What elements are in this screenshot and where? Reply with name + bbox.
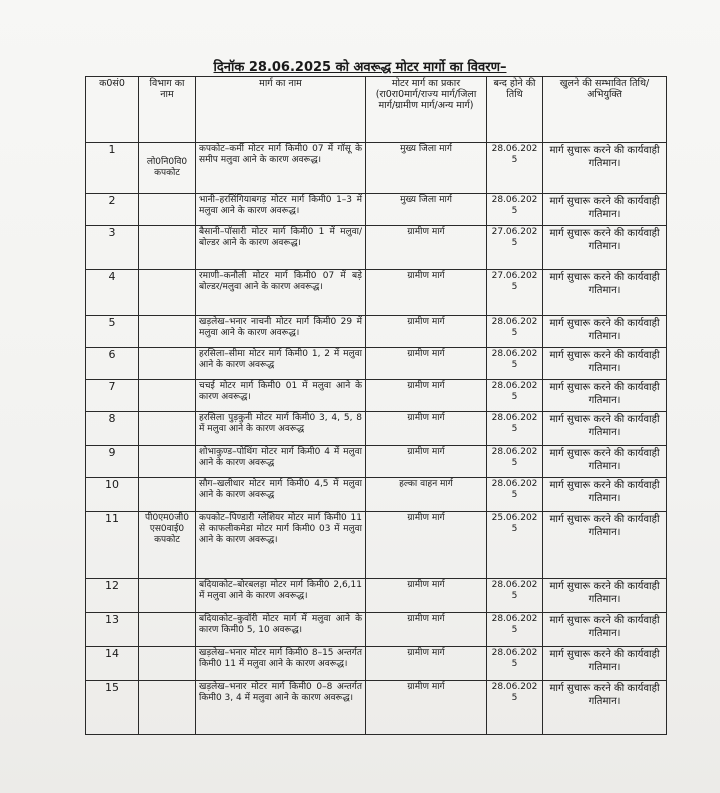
- header-route: मार्ग का नाम: [196, 77, 366, 143]
- route-name: खड़लेख–भनार मोटर मार्ग किमी0 8–15 अन्तर्गत किमी0 11 में मलुवा आने के कारण अवरूद्ध।: [196, 647, 366, 681]
- route-name: चचई मोटर मार्ग किमी0 01 में मलुवा आने के कारण अवरूद्ध।: [196, 380, 366, 412]
- header-type: मोटर मार्ग का प्रकार (रा0रा0मार्ग/राज्य मार्ग/जिला मार्ग/ग्रामीण मार्ग/अन्य मार्ग): [366, 77, 487, 143]
- route-name: रमाणी–कनौली मोटर मार्ग किमी0 07 में बड़े बोल्डर/मलुवा आने के कारण अवरूद्ध।: [196, 270, 366, 316]
- table-row: [86, 143, 667, 194]
- closure-date: 28.06.2025: [487, 412, 543, 446]
- department-cell: [139, 613, 196, 647]
- table-row: [86, 512, 667, 579]
- remark: मार्ग सुचारू करने की कार्यवाही गतिमान।: [543, 647, 667, 681]
- remark: मार्ग सुचारू करने की कार्यवाही गतिमान।: [543, 194, 667, 226]
- route-name: शोभाकुण्ड–पोथिंग मोटर मार्ग किमी0 4 में मलुवा आने के कारण अवरूद्ध: [196, 446, 366, 478]
- table-row: [86, 194, 667, 226]
- route-type: ग्रामीण मार्ग: [366, 380, 487, 412]
- row-number: 10: [86, 478, 139, 512]
- department-cell: [139, 270, 196, 316]
- department-cell: [139, 647, 196, 681]
- route-name: कपकोट–पिण्डारी ग्लेशियर मोटर मार्ग किमी0 11 से काफलीकमेडा मोटर मार्ग किमी0 03 में मलुवा आने के कारण अवरूद्ध।: [196, 512, 366, 579]
- route-name: हरसिला पुड़कुनी मोटर मार्ग किमी0 3, 4, 5, 8 में मलुवा आने के कारण अवरूद्ध: [196, 412, 366, 446]
- remark: मार्ग सुचारू करने की कार्यवाही गतिमान।: [543, 316, 667, 348]
- closure-date: 28.06.2025: [487, 143, 543, 194]
- route-type: ग्रामीण मार्ग: [366, 316, 487, 348]
- table-row: [86, 613, 667, 647]
- route-name: भानी–हरसिंगियाबगड़ मोटर मार्ग किमी0 1–3 में मलुवा आने के कारण अवरूद्ध।: [196, 194, 366, 226]
- table-row: [86, 446, 667, 478]
- department-cell: [139, 412, 196, 446]
- row-number: 7: [86, 380, 139, 412]
- closure-date: 28.06.2025: [487, 579, 543, 613]
- table-row: [86, 478, 667, 512]
- department-cell: लो0नि0वि0 कपकोट: [139, 143, 196, 194]
- route-type: ग्रामीण मार्ग: [366, 613, 487, 647]
- closure-date: 28.06.2025: [487, 613, 543, 647]
- route-type: ग्रामीण मार्ग: [366, 412, 487, 446]
- remark: मार्ग सुचारू करने की कार्यवाही गतिमान।: [543, 143, 667, 194]
- header-remark: खुलने की सम्भावित तिथि/अभियुक्ति: [543, 77, 667, 143]
- remark: मार्ग सुचारू करने की कार्यवाही गतिमान।: [543, 412, 667, 446]
- row-number: 12: [86, 579, 139, 613]
- remark: मार्ग सुचारू करने की कार्यवाही गतिमान।: [543, 579, 667, 613]
- row-number: 6: [86, 348, 139, 380]
- route-name: बैसानी–पॉसारी मोटर मार्ग किमी0 1 में मलुवा/बोल्डर आने के कारण अवरूद्ध।: [196, 226, 366, 270]
- closure-date: 28.06.2025: [487, 316, 543, 348]
- row-number: 11: [86, 512, 139, 579]
- route-name: हरसिला–सीमा मोटर मार्ग किमी0 1, 2 में मलुवा आने के कारण अवरूद्ध: [196, 348, 366, 380]
- title-text: दिनॉक 28.06.2025 को अवरूद्ध मोटर मार्गो का विवरण–: [213, 60, 507, 75]
- remark: मार्ग सुचारू करने की कार्यवाही गतिमान।: [543, 226, 667, 270]
- department-cell: [139, 194, 196, 226]
- route-type: ग्रामीण मार्ग: [366, 446, 487, 478]
- closure-date: 28.06.2025: [487, 446, 543, 478]
- route-type: ग्रामीण मार्ग: [366, 512, 487, 579]
- table-row: [86, 579, 667, 613]
- closure-date: 27.06.2025: [487, 226, 543, 270]
- remark: मार्ग सुचारू करने की कार्यवाही गतिमान।: [543, 613, 667, 647]
- row-number: 3: [86, 226, 139, 270]
- closure-date: 28.06.2025: [487, 681, 543, 735]
- table-header-row: [86, 77, 667, 143]
- closure-date: 28.06.2025: [487, 194, 543, 226]
- table-row: [86, 226, 667, 270]
- department-cell: [139, 380, 196, 412]
- row-number: 5: [86, 316, 139, 348]
- row-number: 15: [86, 681, 139, 735]
- table-row: [86, 270, 667, 316]
- blocked-roads-table: [85, 76, 667, 735]
- route-name: बदियाकोट–बोरबलड़ा मोटर मार्ग किमी0 2,6,11 में मलुवा आने के कारण अवरूद्ध।: [196, 579, 366, 613]
- department-cell: [139, 446, 196, 478]
- document-title: [0, 57, 720, 75]
- closure-date: 28.06.2025: [487, 380, 543, 412]
- route-type: मुख्य जिला मार्ग: [366, 143, 487, 194]
- department-cell: [139, 348, 196, 380]
- route-type: मुख्य जिला मार्ग: [366, 194, 487, 226]
- remark: मार्ग सुचारू करने की कार्यवाही गतिमान।: [543, 270, 667, 316]
- department-cell: [139, 478, 196, 512]
- route-name: सौग–खलीधार मोटर मार्ग किमी0 4,5 में मलुवा आने के कारण अवरूद्ध: [196, 478, 366, 512]
- route-type: ग्रामीण मार्ग: [366, 348, 487, 380]
- department-cell: [139, 681, 196, 735]
- table-row: [86, 647, 667, 681]
- route-name: बदियाकोट–कुवॉरी मोटर मार्ग में मलुवा आने के कारण किमी0 5, 10 अवरूद्ध।: [196, 613, 366, 647]
- table-row: [86, 380, 667, 412]
- row-number: 13: [86, 613, 139, 647]
- closure-date: 28.06.2025: [487, 647, 543, 681]
- remark: मार्ग सुचारू करने की कार्यवाही गतिमान।: [543, 478, 667, 512]
- table-body: [86, 143, 667, 735]
- route-name: खड़लेख–भनार मोटर मार्ग किमी0 0–8 अन्तर्गत किमी0 3, 4 में मलुवा आने के कारण अवरूद्ध।: [196, 681, 366, 735]
- department-cell: [139, 579, 196, 613]
- table-row: [86, 681, 667, 735]
- route-type: ग्रामीण मार्ग: [366, 579, 487, 613]
- table-row: [86, 412, 667, 446]
- route-type: ग्रामीण मार्ग: [366, 270, 487, 316]
- row-number: 2: [86, 194, 139, 226]
- closure-date: 28.06.2025: [487, 348, 543, 380]
- row-number: 14: [86, 647, 139, 681]
- row-number: 1: [86, 143, 139, 194]
- remark: मार्ग सुचारू करने की कार्यवाही गतिमान।: [543, 348, 667, 380]
- header-sn: क0सं0: [86, 77, 139, 143]
- remark: मार्ग सुचारू करने की कार्यवाही गतिमान।: [543, 446, 667, 478]
- route-type: ग्रामीण मार्ग: [366, 647, 487, 681]
- department-cell: [139, 226, 196, 270]
- header-dept: विभाग का नाम: [139, 77, 196, 143]
- route-name: खड़लेख–भनार नाचनी मोटर मार्ग किमी0 29 में मलुवा आने के कारण अवरूद्ध।: [196, 316, 366, 348]
- route-type: हल्का वाहन मार्ग: [366, 478, 487, 512]
- closure-date: 27.06.2025: [487, 270, 543, 316]
- header-date: बन्द होने की तिथि: [487, 77, 543, 143]
- route-name: कपकोट–कर्मी मोटर मार्ग किमी0 07 में गॉसू के समीप मलुवा आने के कारण अवरूद्ध।: [196, 143, 366, 194]
- route-type: ग्रामीण मार्ग: [366, 226, 487, 270]
- department-cell: [139, 316, 196, 348]
- table-row: [86, 316, 667, 348]
- closure-date: 28.06.2025: [487, 478, 543, 512]
- remark: मार्ग सुचारू करने की कार्यवाही गतिमान।: [543, 512, 667, 579]
- row-number: 8: [86, 412, 139, 446]
- remark: मार्ग सुचारू करने की कार्यवाही गतिमान।: [543, 681, 667, 735]
- row-number: 9: [86, 446, 139, 478]
- route-type: ग्रामीण मार्ग: [366, 681, 487, 735]
- remark: मार्ग सुचारू करने की कार्यवाही गतिमान।: [543, 380, 667, 412]
- table-row: [86, 348, 667, 380]
- department-cell: पी0एम0जी0 एस0वाई0 कपकोट: [139, 512, 196, 579]
- closure-date: 25.06.2025: [487, 512, 543, 579]
- row-number: 4: [86, 270, 139, 316]
